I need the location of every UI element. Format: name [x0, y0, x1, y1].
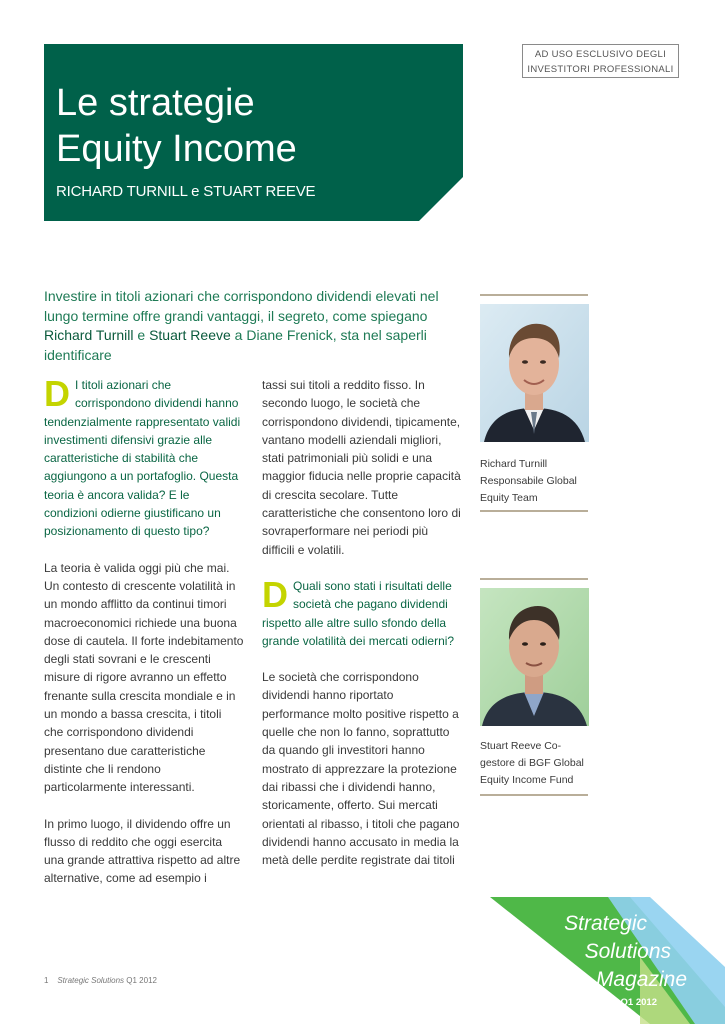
- article-title-line1: Le strategie: [56, 82, 255, 124]
- page-footer: [44, 976, 157, 985]
- question-1: [44, 373, 244, 541]
- dropcap-1: D: [44, 373, 70, 414]
- question-2: [262, 573, 462, 650]
- intro-part2: e: [133, 327, 150, 343]
- paragraph-2: In primo luogo, il dividendo offre un flusso di reddito che oggi esercita una grande attrattiva rispetto ad altre alternative, come ad esempio i: [44, 816, 241, 886]
- paragraph-3: tassi sui titoli a reddito fisso. In secondo luogo, le società che corrispondono dividendi, tipicamente, vantano modelli aziendali migliori, stati patrimoniali più solidi e una maggior fiducia nelle proprie capacità di crescita secolare. Tutte caratteristiche che consentono loro di sovraperformare nei periodi più difficili e volatili.: [262, 378, 461, 557]
- profile-1-bottom-rule: [480, 510, 588, 512]
- paragraph-1: La teoria è valida oggi più che mai. Un contesto di crescente volatilità in un mondo afflitto da continui timori macroeconomici richiede una buona dose di cautela. Il forte indebitamento degli stati sovrani e le crescenti misure di rigore avranno un effetto frenante sulla crescita mondiale e in un mondo a bassa crescita, i titoli che corrispondono dividendi presentano due caratteristiche distinte che li rendono particolarmente interessanti.: [44, 560, 244, 795]
- article-title-line2: Equity Income: [56, 128, 297, 170]
- dropcap-2: D: [262, 573, 288, 615]
- intro-name2: Stuart Reeve: [149, 327, 231, 343]
- magazine-logo-line1: Strategic: [564, 912, 647, 935]
- intro-standfirst: [44, 287, 454, 365]
- paragraph-4: Le società che corrispondono dividendi hanno riportato performance molto positive rispetto a quelle che non lo fanno, soprattutto da quando gli investitori hanno mostrato di apprezzare la protezione dai ribassi che i dividendi hanno, storicamente, offerto. Sui mercati orientati al ribasso, i titoli che pagano dividendi hanno accusato in media la metà delle perdite registrate dai titoli: [262, 670, 460, 868]
- title-banner: [44, 44, 463, 221]
- profile-2-bottom-rule: [480, 794, 588, 796]
- magazine-logo-line2: Solutions: [584, 940, 671, 963]
- magazine-logo-line3: Magazine: [595, 968, 687, 991]
- question-1-text: I titoli azionari che corrispondono dividendi hanno tendenzialmente rappresentato validi investimenti difensivi grazie alle caratteristiche di stabilità che aggiungono a un portafoglio. Questa teoria è ancora valida? E le condizioni odierne giustificano un posizionamento di questo tipo?: [44, 378, 241, 539]
- article-column-1: [44, 373, 244, 888]
- article-column-2: [262, 376, 462, 869]
- intro-part1: Investire in titoli azionari che corrispondono dividendi elevati nel lungo termine offre grandi vantaggi, il segreto, come spiegano: [44, 288, 439, 324]
- article-authors: RICHARD TURNILL e STUART REEVE: [56, 183, 316, 200]
- profile-caption-2: Stuart Reeve Co-gestore di BGF Global Equity Income Fund: [480, 740, 584, 786]
- article-title: [56, 80, 297, 172]
- profile-2-top-rule: [480, 578, 588, 580]
- footer-issue: Q1 2012: [126, 976, 157, 985]
- footer-page-number: 1: [44, 976, 49, 985]
- question-2-text: Quali sono stati i risultati delle società che pagano dividendi rispetto alle altre sullo sfondo della grande volatilità dei mercati odierni?: [262, 578, 455, 648]
- footer-magazine-name: Strategic Solutions: [57, 976, 125, 985]
- magazine-logo-issue: Q1 2012: [620, 997, 657, 1008]
- profile-1-top-rule: [480, 294, 588, 296]
- disclaimer-box: AD USO ESCLUSIVO DEGLI INVESTITORI PROFESSIONALI: [522, 44, 679, 78]
- profile-photo-stuart-reeve: [480, 588, 589, 726]
- intro-name1: Richard Turnill: [44, 327, 134, 343]
- profile-caption-1: Richard Turnill Responsabile Global Equity Team: [480, 458, 577, 504]
- magazine-logo-title: [564, 910, 687, 994]
- profile-photo-richard-turnill: [480, 304, 589, 442]
- intro-part3: a Diane Frenick, sta nel saperli identificare: [44, 327, 427, 363]
